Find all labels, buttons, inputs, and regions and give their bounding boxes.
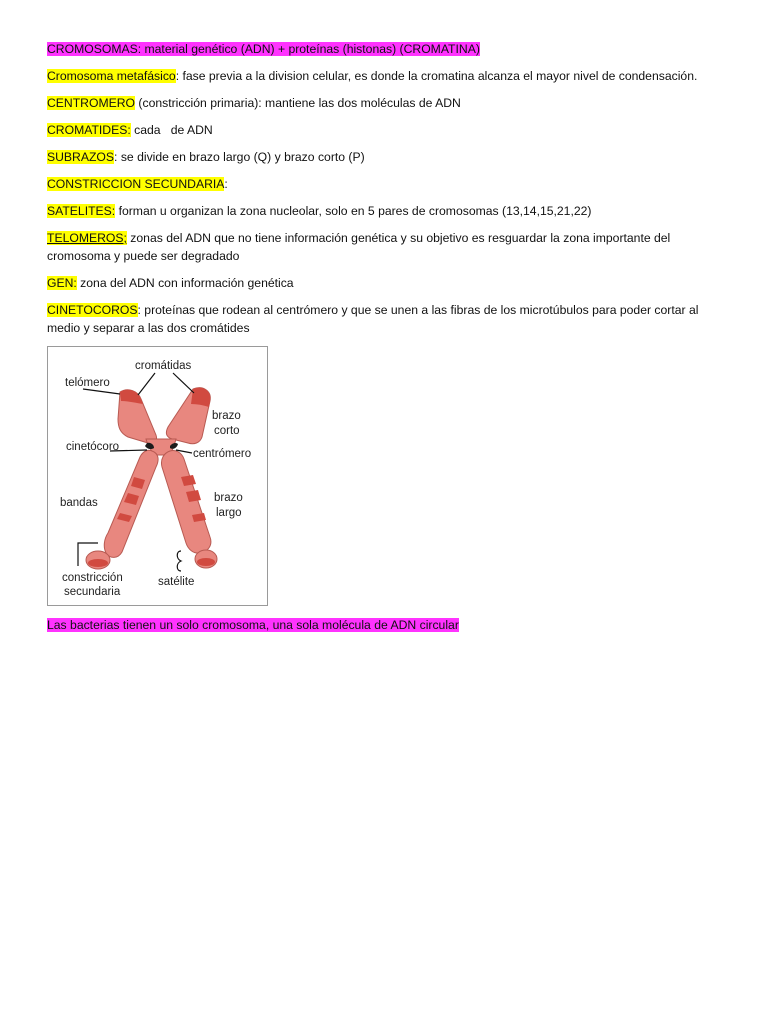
- label-bandas: bandas: [60, 497, 98, 509]
- para-cromatides: [47, 121, 727, 139]
- para-satelites: [47, 202, 727, 220]
- para-centromero: [47, 94, 727, 112]
- para-gen: [47, 274, 727, 292]
- text-satelites: forman u organizan la zona nucleolar, solo en 5 pares de cromosomas (13,14,15,21,22): [115, 204, 592, 218]
- pointer-telomero: [83, 389, 120, 394]
- right-lower-arm: [161, 450, 210, 553]
- label-cinetocoro: cinetócoro: [66, 441, 120, 453]
- label-satelite: satélite: [158, 576, 195, 588]
- term-telomeros: TELOMEROS;: [47, 231, 127, 245]
- term-cromosomas: CROMOSOMAS: material genético (ADN) + proteínas (histonas) (CROMATINA): [47, 42, 480, 56]
- text-telomeros: zonas del ADN que no tiene información genética y su objetivo es resguardar la zona importante del cromosoma y puede ser degradado: [47, 231, 671, 263]
- para-telomeros: [47, 229, 727, 265]
- label-constriccion-1: constricción: [62, 572, 123, 584]
- footer-text: Las bacterias tienen un solo cromosoma, una sola molécula de ADN circular: [47, 618, 459, 632]
- label-constriccion-2: secundaria: [64, 586, 121, 598]
- chromosome-figure: [47, 346, 268, 606]
- label-cromatidas: cromátidas: [135, 360, 192, 372]
- para-metafasico: [47, 67, 727, 85]
- para-cinetocoros: [47, 301, 727, 337]
- para-subrazos: [47, 148, 727, 166]
- term-constriccion: CONSTRICCION SECUNDARIA: [47, 177, 225, 191]
- text-cromatides: cada de ADN: [130, 123, 213, 137]
- chromosome-shape: [86, 388, 217, 569]
- term-cromatides: CROMATIDES:: [47, 123, 131, 137]
- chromosome-diagram: [48, 347, 267, 605]
- band-satellite-left: [88, 559, 108, 567]
- left-lower-arm: [104, 450, 158, 557]
- label-brazo-corto-2: corto: [214, 425, 240, 437]
- pointer-cromatidas-right: [173, 373, 194, 393]
- text-subrazos: : se divide en brazo largo (Q) y brazo corto (P): [114, 150, 365, 164]
- text-constriccion: :: [224, 177, 228, 191]
- label-brazo-largo-2: largo: [216, 507, 242, 519]
- label-brazo-largo-1: brazo: [214, 492, 243, 504]
- document-page: [47, 40, 727, 643]
- label-centromero: centrómero: [193, 448, 252, 460]
- text-centromero: (constricción primaria): mantiene las dos moléculas de ADN: [135, 96, 461, 110]
- term-satelites: SATELITES:: [47, 204, 116, 218]
- term-centromero: CENTROMERO: [47, 96, 136, 110]
- term-cinetocoros: CINETOCOROS: [47, 303, 138, 317]
- band-satellite-right: [197, 558, 215, 566]
- term-gen: GEN:: [47, 276, 77, 290]
- pointer-cromatidas-left: [138, 373, 155, 395]
- para-footer: [47, 616, 727, 634]
- para-constriccion: [47, 175, 727, 193]
- term-metafasico: Cromosoma metafásico: [47, 69, 176, 83]
- text-metafasico: : fase previa a la division celular, es donde la cromatina alcanza el mayor nivel de condensación.: [175, 69, 698, 83]
- bracket-satelite: [177, 551, 181, 571]
- label-brazo-corto-1: brazo: [212, 410, 241, 422]
- text-gen: zona del ADN con información genética: [76, 276, 294, 290]
- term-subrazos: SUBRAZOS: [47, 150, 115, 164]
- text-cinetocoros: : proteínas que rodean al centrómero y que se unen a las fibras de los microtúbulos para poder cortar al medio y separar a las dos cromátides: [47, 303, 699, 335]
- para-cromosomas: [47, 40, 727, 58]
- label-telomero: telómero: [65, 377, 110, 389]
